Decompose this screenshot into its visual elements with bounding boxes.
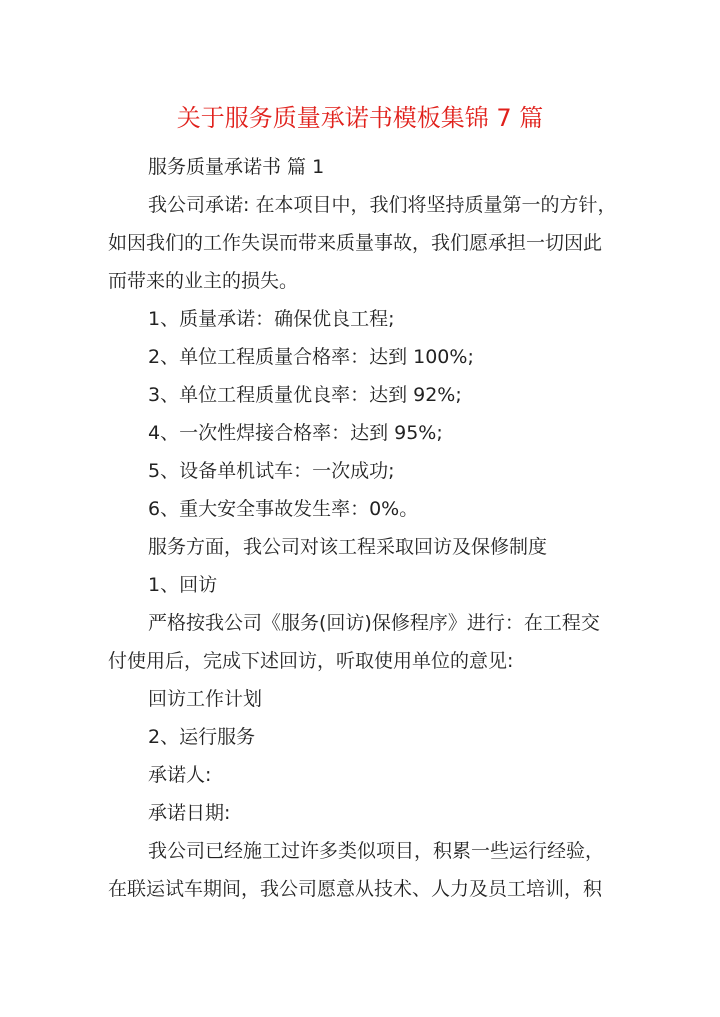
list-item: 2、运行服务 [148,726,256,748]
signature-label: 承诺人: [148,764,212,786]
list-item: 3、单位工程质量优良率：达到 92%; [148,384,462,406]
document-body [108,148,618,908]
paragraph-line: 在联运试车期间，我公司愿意从技术、人力及员工培训，积 [108,878,603,900]
date-label: 承诺日期: [148,802,231,824]
paragraph-line: 而带来的业主的损失。 [108,270,299,292]
paragraph-line: 我公司承诺: 在本项目中，我们将坚持质量第一的方针， [148,194,617,216]
paragraph-line: 回访工作计划 [148,688,263,710]
list-item: 1、回访 [148,574,218,596]
section-heading: 服务质量承诺书 篇 1 [148,156,325,178]
paragraph-line: 服务方面，我公司对该工程采取回访及保修制度 [148,536,548,558]
list-item: 5、设备单机试车：一次成功; [148,460,395,482]
list-item: 6、重大安全事故发生率：0%。 [148,498,419,520]
paragraph-line: 我公司已经施工过许多类似项目，积累一些运行经验， [148,840,605,862]
list-item: 4、一次性焊接合格率：达到 95%; [148,422,443,444]
paragraph-line: 付使用后，完成下述回访，听取使用单位的意见: [108,650,514,672]
document-title: 关于服务质量承诺书模板集锦 7 篇 [176,104,544,132]
paragraph-line: 严格按我公司《服务(回访)保修程序》进行：在工程交 [148,612,600,634]
list-item: 1、质量承诺：确保优良工程; [148,308,395,330]
paragraph-line: 如因我们的工作失误而带来质量事故，我们愿承担一切因此 [108,232,603,254]
list-item: 2、单位工程质量合格率：达到 100%; [148,346,474,368]
